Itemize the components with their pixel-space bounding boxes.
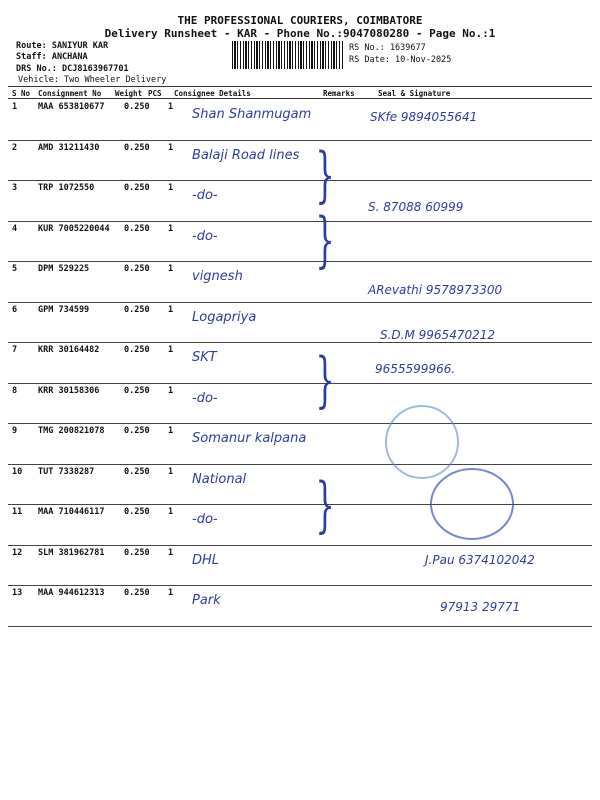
brace-mark: }	[315, 140, 335, 210]
rs-date: RS Date: 10-Nov-2025	[349, 55, 452, 65]
col-header-sno: S No	[12, 89, 31, 98]
row-pcs: 1	[168, 102, 174, 112]
row-consignment-no: GPM 734599	[38, 304, 90, 315]
row-weight: 0.250	[124, 183, 150, 193]
row-divider	[8, 383, 592, 384]
row-divider	[8, 626, 592, 627]
row-consignee: Somanur kalpana	[192, 431, 307, 446]
row-divider	[8, 423, 592, 424]
row-consignee: -do-	[192, 390, 218, 406]
row-consignment-no: KRR 30164482	[38, 345, 100, 355]
row-signature: 97913 29771	[440, 600, 521, 614]
row-consignee: vignesh	[192, 269, 243, 284]
row-signature: SKfe 9894055641	[370, 110, 478, 124]
row-weight: 0.250	[124, 466, 150, 477]
row-sno: 8	[12, 385, 18, 396]
row-pcs: 1	[168, 426, 174, 436]
col-header-pcs: PCS	[148, 89, 162, 98]
row-divider	[8, 464, 592, 465]
row-pcs: 1	[168, 385, 174, 396]
row-sno: 13	[12, 588, 23, 598]
row-sno: 3	[12, 183, 18, 193]
row-pcs: 1	[168, 507, 174, 517]
row-consignee: National	[192, 471, 247, 487]
row-pcs: 1	[168, 183, 174, 193]
vehicle-label: Vehicle: Two Wheeler Delivery	[18, 75, 167, 85]
row-consignment-no: KRR 30158306	[38, 385, 100, 396]
row-consignment-no: KUR 7005220044	[38, 223, 110, 234]
row-consignee: Park	[192, 593, 221, 608]
row-consignment-no: MAA 944612313	[38, 588, 105, 598]
col-header-weight: Weight	[115, 89, 143, 98]
row-sno: 11	[12, 507, 23, 517]
row-weight: 0.250	[124, 547, 150, 558]
row-weight: 0.250	[124, 223, 150, 234]
row-divider	[8, 221, 592, 222]
drs-number: DRS No.: DCJ8163967701	[16, 64, 129, 74]
row-consignee: -do-	[192, 188, 218, 203]
row-pcs: 1	[168, 547, 174, 558]
header-rule-bottom	[8, 98, 592, 99]
row-pcs: 1	[168, 345, 174, 355]
row-divider	[8, 302, 592, 303]
row-sno: 9	[12, 426, 18, 436]
company-title: THE PROFESSIONAL COURIERS, COIMBATORE	[177, 14, 423, 27]
col-header-consignment: Consignment No	[38, 89, 102, 98]
header-rule-top	[8, 86, 592, 87]
row-sno: 2	[12, 142, 18, 153]
row-signature: 9655599966.	[375, 362, 456, 376]
row-consignment-no: TRP 1072550	[38, 183, 95, 193]
row-divider	[8, 545, 592, 546]
row-consignment-no: TMG 200821078	[38, 426, 105, 436]
row-weight: 0.250	[124, 142, 150, 153]
row-pcs: 1	[168, 142, 174, 153]
col-header-remarks: Remarks	[323, 89, 355, 98]
row-pcs: 1	[168, 304, 174, 315]
row-consignment-no: AMD 31211430	[38, 142, 100, 153]
row-sno: 5	[12, 264, 18, 274]
company-stamp	[385, 405, 459, 479]
row-pcs: 1	[168, 466, 174, 477]
national-stamp	[430, 468, 514, 540]
brace-mark: }	[315, 205, 335, 275]
row-signature: ARevathi 9578973300	[368, 283, 503, 297]
row-weight: 0.250	[124, 304, 150, 315]
runsheet-subtitle: Delivery Runsheet - KAR - Phone No.:9047080280 - Page No.:1	[104, 27, 496, 40]
row-divider	[8, 261, 592, 262]
row-sno: 6	[12, 304, 18, 315]
row-signature: J.Pau 6374102042	[425, 553, 535, 567]
row-consignee: SKT	[192, 350, 217, 365]
row-weight: 0.250	[124, 507, 150, 517]
row-sno: 10	[12, 466, 23, 477]
row-pcs: 1	[168, 223, 174, 234]
row-divider	[8, 180, 592, 181]
row-signature: S.D.M 9965470212	[380, 328, 496, 342]
row-divider	[8, 585, 592, 586]
row-consignment-no: SLM 381962781	[38, 547, 105, 558]
row-consignee: Shan Shanmugam	[192, 107, 312, 122]
row-divider	[8, 342, 592, 343]
brace-mark: }	[315, 345, 335, 415]
row-consignment-no: MAA 653810677	[38, 102, 105, 112]
row-weight: 0.250	[124, 588, 150, 598]
row-consignee: -do-	[192, 228, 218, 244]
col-header-seal: Seal & Signature	[378, 89, 451, 98]
row-weight: 0.250	[124, 345, 150, 355]
row-sno: 1	[12, 102, 18, 112]
route-label: Route: SANIYUR KAR	[16, 41, 109, 51]
row-consignment-no: TUT 7338287	[38, 466, 95, 477]
row-consignment-no: MAA 710446117	[38, 507, 105, 517]
row-pcs: 1	[168, 588, 174, 598]
row-weight: 0.250	[124, 102, 150, 112]
row-consignee: Logapriya	[192, 309, 257, 325]
staff-label: Staff: ANCHANA	[16, 52, 88, 62]
row-sno: 4	[12, 223, 18, 234]
row-divider	[8, 140, 592, 141]
row-weight: 0.250	[124, 426, 150, 436]
row-consignee: Balaji Road lines	[192, 147, 300, 163]
row-weight: 0.250	[124, 385, 150, 396]
row-consignee: -do-	[192, 512, 218, 527]
row-weight: 0.250	[124, 264, 150, 274]
row-sno: 7	[12, 345, 18, 355]
row-pcs: 1	[168, 264, 174, 274]
barcode	[232, 41, 344, 69]
row-signature: S. 87088 60999	[368, 200, 464, 214]
row-consignment-no: DPM 529225	[38, 264, 90, 274]
row-sno: 12	[12, 547, 23, 558]
rs-number: RS No.: 1639677	[349, 43, 426, 53]
row-consignee: DHL	[192, 552, 220, 568]
col-header-consignee: Consignee Details	[174, 89, 251, 98]
brace-mark: }	[315, 470, 335, 540]
